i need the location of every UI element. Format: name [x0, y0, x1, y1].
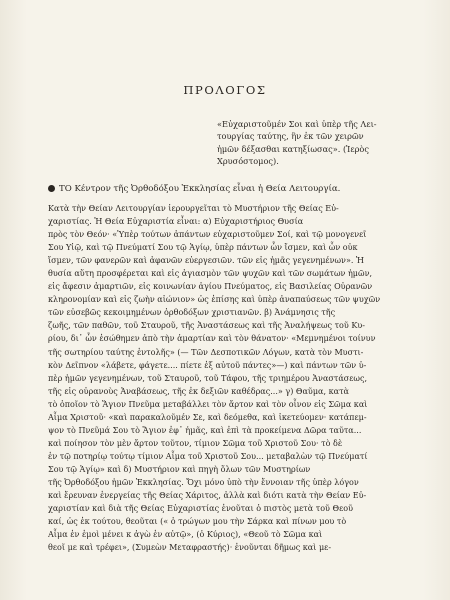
bullet-icon — [48, 185, 55, 192]
body-line: ἴσμεν, τῶν φανερῶν καὶ ἀφανῶν εὐεργεσιῶν. τῶν εἰς ἡμᾶς γεγενημένων». Ἡ — [48, 256, 364, 266]
body-line: τῆς σωτηρίου ταύτης ἐντολῆς» (— Τῶν Δεσποτικῶν Λόγων, κατὰ τὸν Μυστι- — [48, 347, 364, 357]
body-line: Αἷμα ἐν ἐμοὶ μένει κ ἀγὼ ἐν αὐτῷ», (ὁ Κύριος), «Θεοῦ τὸ Σῶμα καὶ — [48, 530, 323, 540]
body-line: καί, ὡς ἐκ τούτου, θεοῦται (« ὁ τρώγων μου τὴν Σάρκα καὶ πίνων μου τὸ — [48, 517, 347, 527]
body-paragraph — [48, 202, 426, 554]
body-line: ζωῆς, τῶν παθῶν, τοῦ Σταυροῦ, τῆς Ἀναστάσεως καὶ τῆς Ἀναλήψεως τοῦ Κυ- — [48, 321, 365, 331]
body-line: πὲρ ἡμῶν γεγενημένων, τοῦ Σταυροῦ, τοῦ Τάφου, τῆς τριημέρου Ἀναστάσεως, — [48, 373, 368, 383]
body-line: Σου Υἱῷ, καὶ τῷ Πνεύματί Σου τῷ Ἁγίῳ, ὑπὲρ πάντων ὧν ἴσμεν, καὶ ὧν οὐκ — [48, 243, 358, 253]
body-line: ρίου, δι᾿ ὧν ἐσώθημεν ἀπὸ τὴν ἁμαρτίαν καὶ τὸν θάνατον· «Μεμνημένοι τοίνυν — [48, 334, 376, 344]
body-line: χαριστίαν καὶ διὰ τῆς Θείας Εὐχαριστίας ἑνοῦται ὁ πιστὸς μετὰ τοῦ Θεοῦ — [48, 504, 353, 514]
body-line: καὶ ἔρευναν ἐνεργείας τῆς Θείας Χάριτος, ἀλλὰ καὶ διότι κατὰ τὴν Θείαν Εὐ- — [48, 491, 367, 501]
epigraph-quote — [217, 118, 427, 168]
body-line: πρὸς τὸν Θεόν· «Ὑπὲρ τούτων ἁπάντων εὐχαριστοῦμεν Σοί, καὶ τῷ μονογενεῖ — [48, 230, 367, 240]
body-line: Αἷμα Χριστοῦ· «καὶ παρακαλοῦμέν Σε, καὶ δεόμεθα, καὶ ἱκετεύομεν· κατάπεμ- — [48, 412, 367, 422]
body-line: καὶ ποίησον τὸν μὲν ἄρτον τοῦτον, τίμιον Σῶμα τοῦ Χριστοῦ Σου· τὸ δὲ — [48, 438, 343, 448]
body-line: τῆς εἰς οὐρανοὺς Ἀναβάσεως, τῆς ἐκ δεξιῶν καθέδρας...» γ) Θαῦμα, κατὰ — [48, 386, 349, 396]
body-line: τῆς Ὀρθοδόξου ἡμῶν Ἐκκλησίας. Ὄχι μόνο ὑπὸ τὴν ἔννοιαν τῆς ὑπὲρ λόγον — [48, 477, 359, 487]
body-line: χαριστίας. Ἡ Θεία Εὐχαριστία εἶναι: α) Εὐχαριστήριος Θυσία — [48, 217, 304, 227]
body-line: Κατὰ τὴν Θείαν Λειτουργίαν ἱερουργεῖται τὸ Μυστήριον τῆς Θείας Εὐ- — [48, 204, 339, 213]
body-line: τῶν εὐσεβῶς κεκοιμημένων ὀρθοδόξων χριστιανῶν. β) Ἀνάμνησις τῆς — [48, 308, 336, 318]
section-heading — [48, 184, 428, 194]
epigraph-line: «Εὐχαριστοῦμέν Σοι καὶ ὑπὲρ τῆς Λει- — [217, 119, 377, 129]
body-line: θυσία αὕτη προσφέρεται καὶ εἰς ἁγιασμὸν τῶν ψυχῶν καὶ τῶν σωμάτων ἡμῶν, — [48, 269, 373, 279]
body-line: εἰς ἄφεσιν ἁμαρτιῶν, εἰς κοινωνίαν ἁγίου Πνεύματος, εἰς Βασιλείας Οὐρανῶν — [48, 282, 373, 292]
epigraph-line: Χρυσόστομος). — [217, 156, 279, 167]
section-heading-text: ΤΟ Κέντρον τῆς Ὀρθοδόξου Ἐκκλησίας εἶναι ἡ Θεία Λειτουργία. — [59, 184, 341, 194]
body-line: θεοῖ με καὶ τρέφει», (Συμεὼν Μεταφραστής)· ἑνοῦνται δῆμως καὶ με- — [48, 543, 332, 553]
body-line: τὸ ὁποῖον τὸ Ἅγιον Πνεῦμα μεταβάλλει τὸν ἄρτον καὶ τὸν οἶνον εἰς Σῶμα καὶ — [48, 399, 368, 409]
body-line: κὸν Δεῖπνον «λάβετε, φάγετε.... πίετε ἐξ αὐτοῦ πάντες»—) καὶ πάντων τῶν ὑ- — [48, 360, 367, 370]
body-line: Σου τῷ Ἁγίῳ» καὶ δ) Μυστήριον καὶ πηγὴ ὅλων τῶν Μυστηρίων — [48, 464, 311, 474]
body-line: κληρονομίαν καὶ εἰς ζωὴν αἰώνιον» ὡς ἐπίσης καὶ ὑπὲρ ἀναπαύσεως τῶν ψυχῶν — [48, 295, 381, 305]
body-line: ἐν τῷ ποτηρίῳ τούτῳ τίμιον Αἷμα τοῦ Χριστοῦ Σου... μεταβαλὼν τῷ Πνεύματί — [48, 451, 368, 461]
epigraph-line: ἡμῶν δέξασθαι κατηξίωσας». (Ἱερὸς — [217, 143, 369, 154]
page-title: ΠΡΟΛΟΓΟΣ — [183, 83, 267, 97]
epigraph-line: τουργίας ταύτης, ἣν ἐκ τῶν χειρῶν — [217, 131, 364, 142]
body-line: ψον τὸ Πνεῦμά Σου τὸ Ἅγιον ἐφ᾿ ἡμᾶς, καὶ ἐπὶ τὰ προκείμενα Δῶρα ταῦτα... — [48, 425, 362, 435]
